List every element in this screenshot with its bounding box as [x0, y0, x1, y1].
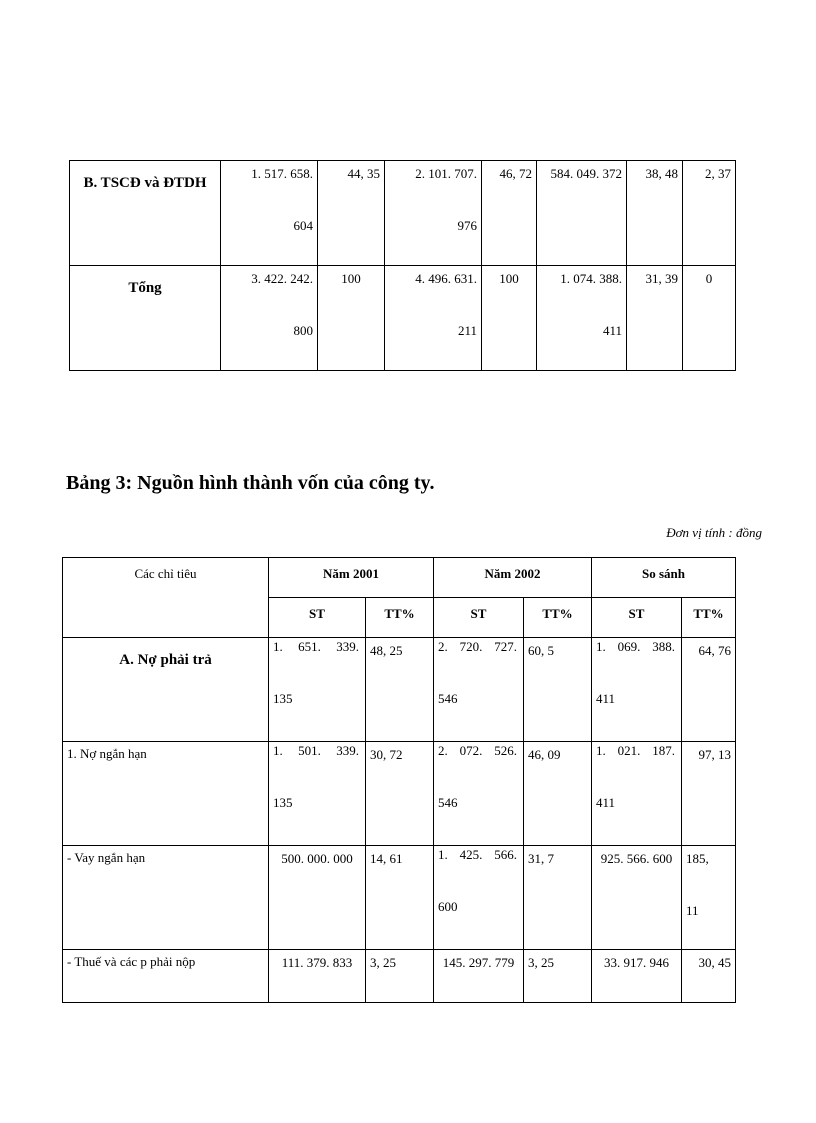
st-2002: 2. 720. 727. 546 [434, 638, 524, 742]
table-row [63, 846, 736, 950]
row-label: - Vay ngắn hạn [63, 846, 269, 950]
tt-2001: 14, 61 [366, 846, 434, 950]
header-st: ST [434, 598, 524, 638]
tt: 0 [683, 266, 736, 371]
tt-2002: 46, 72 [482, 161, 537, 266]
tt-2001: 100 [318, 266, 385, 371]
st-2001: 1. 517. 658. 604 [221, 161, 318, 266]
st-2001: 1. 501. 339. 135 [269, 742, 366, 846]
header-2002: Năm 2002 [434, 558, 592, 598]
tt-2002: 60, 5 [524, 638, 592, 742]
tt-2002: 3, 25 [524, 950, 592, 1003]
header-compare: So sánh [592, 558, 736, 598]
table-row [63, 950, 736, 1003]
st-2001: 1. 651. 339. 135 [269, 638, 366, 742]
ss-st: 925. 566. 600 [592, 846, 682, 950]
table-title: Bảng 3: Nguồn hình thành vốn của công ty. [66, 472, 435, 494]
row-label: - Thuế và các p phải nộp [63, 950, 269, 1003]
st-2002: 4. 496. 631. 211 [385, 266, 482, 371]
ss-tt: 64, 76 [682, 638, 736, 742]
diff: 1. 074. 388. 411 [537, 266, 627, 371]
header-tt: TT% [524, 598, 592, 638]
header-tt: TT% [682, 598, 736, 638]
ss-st: 1. 069. 388. 411 [592, 638, 682, 742]
header-indicator: Các chỉ tiêu [63, 558, 269, 638]
ss-tt: 97, 13 [682, 742, 736, 846]
pct: 31, 39 [627, 266, 683, 371]
row-label: A. Nợ phải trả [63, 638, 269, 742]
tt-2001: 44, 35 [318, 161, 385, 266]
row-label: 1. Nợ ngắn hạn [63, 742, 269, 846]
ss-st: 33. 917. 946 [592, 950, 682, 1003]
tt-2001: 30, 72 [366, 742, 434, 846]
tt-2002: 31, 7 [524, 846, 592, 950]
ss-tt: 185, 11 [682, 846, 736, 950]
st-2001: 111. 379. 833 [269, 950, 366, 1003]
header-tt: TT% [366, 598, 434, 638]
tt-2002: 100 [482, 266, 537, 371]
capital-source-table [62, 557, 736, 1003]
table-row [63, 638, 736, 742]
pct: 38, 48 [627, 161, 683, 266]
st-2001: 3. 422. 242. 800 [221, 266, 318, 371]
row-label: B. TSCĐ và ĐTDH [70, 161, 221, 266]
st-2001: 500. 000. 000 [269, 846, 366, 950]
header-st: ST [269, 598, 366, 638]
table-row [70, 266, 736, 371]
header-row [63, 558, 736, 598]
diff: 584. 049. 372 [537, 161, 627, 266]
ss-tt: 30, 45 [682, 950, 736, 1003]
unit-note: Đơn vị tính : đồng [666, 525, 762, 540]
tt-2002: 46, 09 [524, 742, 592, 846]
tt: 2, 37 [683, 161, 736, 266]
assets-table [69, 160, 736, 371]
tt-2001: 3, 25 [366, 950, 434, 1003]
ss-st: 1. 021. 187. 411 [592, 742, 682, 846]
st-2002: 2. 072. 526. 546 [434, 742, 524, 846]
header-2001: Năm 2001 [269, 558, 434, 598]
table-row [63, 742, 736, 846]
st-2002: 2. 101. 707. 976 [385, 161, 482, 266]
row-label: Tổng [70, 266, 221, 371]
tt-2001: 48, 25 [366, 638, 434, 742]
st-2002: 145. 297. 779 [434, 950, 524, 1003]
table-row [70, 161, 736, 266]
st-2002: 1. 425. 566. 600 [434, 846, 524, 950]
header-st: ST [592, 598, 682, 638]
